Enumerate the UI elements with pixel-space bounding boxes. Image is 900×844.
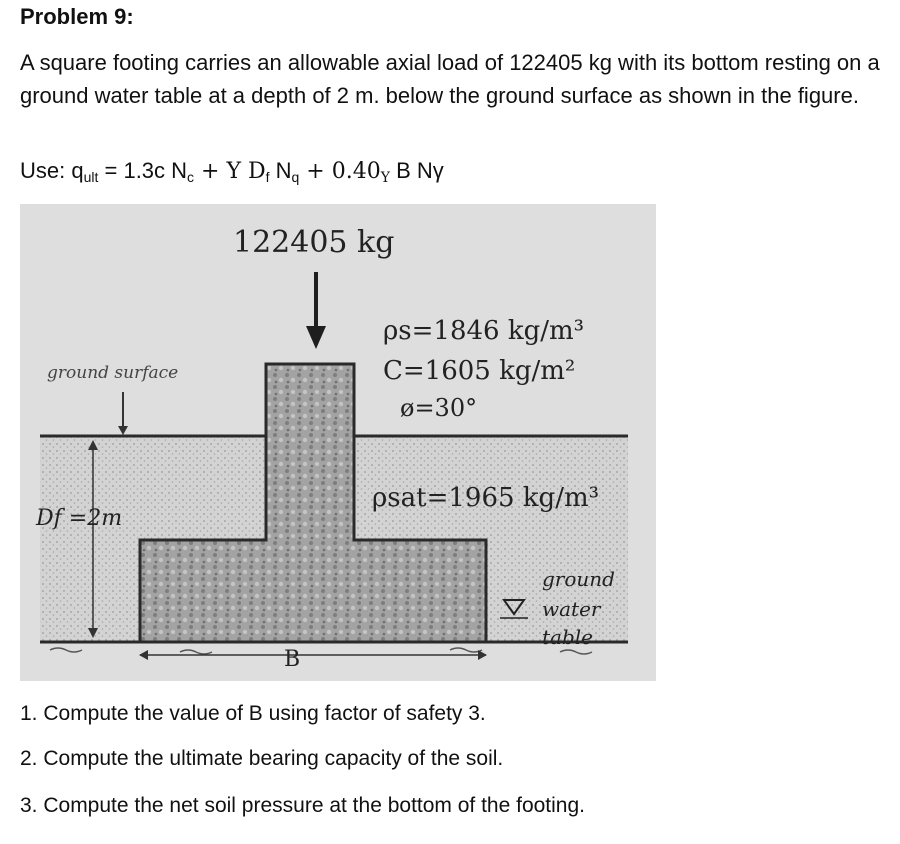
formula-use: Use: q (20, 158, 84, 183)
question-2: 2. Compute the ultimate bearing capacity of the soil. (20, 747, 504, 770)
problem-title: Problem 9: (20, 4, 134, 29)
rho-s-label: ρs=1846 kg/m³ (383, 316, 585, 346)
problem-statement: A square footing carries an allowable axial load of 122405 kg with its bottom resting on a ground water table at a depth of 2 m. below the ground surface as shown in the figure. (20, 50, 880, 108)
formula-gamma-sub: Υ (380, 170, 390, 186)
cohesion-label: C=1605 kg/m² (383, 356, 576, 386)
formula-c-sub: c (187, 169, 195, 185)
formula-f-sub: f (265, 169, 270, 185)
formula-nq: N (269, 158, 292, 183)
footing-figure (20, 204, 656, 681)
rho-sat-label: ρsat=1965 kg/m³ (372, 483, 600, 513)
question-1: 1. Compute the value of B using factor of safety 3. (20, 702, 486, 725)
load-label: 122405 kg (233, 225, 395, 260)
ground-surface-label: ground surface (47, 363, 179, 383)
formula-tail: B Nγ (389, 158, 444, 183)
formula-coef: + 0.40 (299, 159, 381, 184)
formula-q-sub: q (291, 169, 300, 185)
formula-line (20, 158, 444, 186)
footing-diagram (20, 204, 656, 681)
question-3: 3. Compute the net soil pressure at the bottom of the footing. (20, 794, 586, 817)
formula-eq-c: = 1.3c N (98, 158, 188, 183)
df-label: Df =2m (36, 506, 123, 531)
gwt-label-line2: water (542, 597, 601, 621)
width-b-label: B (284, 647, 301, 672)
gwt-label-line3: table (542, 625, 593, 649)
formula-gamma-df: + Υ D (194, 159, 266, 184)
formula-ult-sub: ult (83, 169, 99, 185)
gwt-label-line1: ground (542, 567, 615, 591)
phi-label: ø=30° (400, 394, 478, 422)
